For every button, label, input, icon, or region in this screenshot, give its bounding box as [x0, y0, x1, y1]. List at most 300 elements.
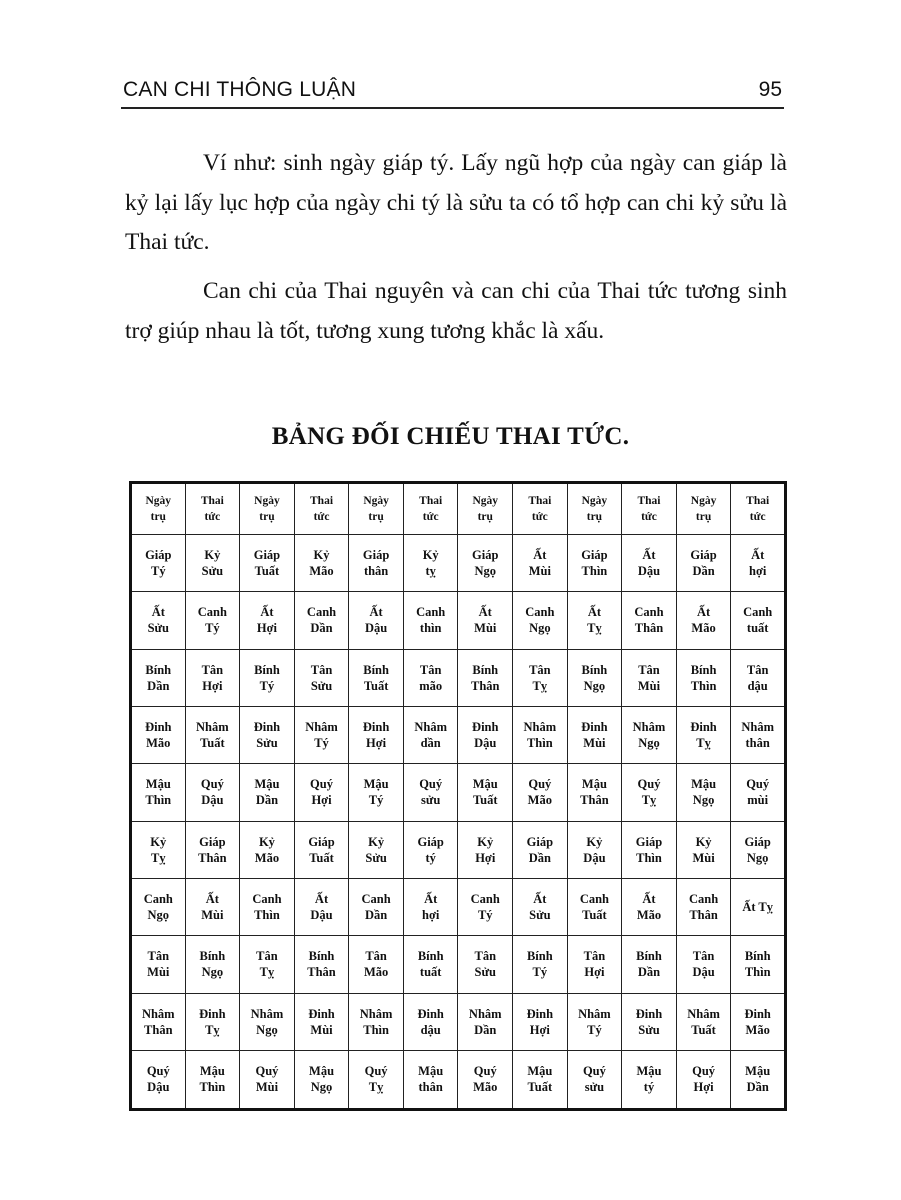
table-cell — [513, 649, 568, 706]
cell-line-chi: Ngọ — [474, 564, 497, 579]
cell-line-chi: Tuất — [363, 678, 389, 693]
cell-line-chi: Dậu — [692, 965, 715, 980]
table-cell — [622, 535, 677, 592]
cell-line-can: Tân — [746, 662, 769, 677]
table-cell — [185, 821, 240, 878]
cell-line-can: Canh — [634, 605, 664, 620]
table-cell — [567, 764, 622, 821]
cell-line-can: Tân — [147, 949, 170, 964]
cell-line-can: Quý — [582, 1064, 606, 1079]
cell-line-can: Đinh — [690, 720, 717, 735]
cell-line-can: Giáp — [472, 548, 499, 563]
cell-line-chi: Ngọ — [583, 678, 606, 693]
table-row — [131, 649, 786, 706]
cell-line-can: Tân — [419, 662, 442, 677]
table-cell — [676, 535, 731, 592]
cell-line-chi: Dần — [528, 850, 551, 865]
cell-line-can: Bính — [254, 662, 280, 677]
cell-line-chi: Tỵ — [587, 621, 602, 636]
cell-line-chi: Ngọ — [310, 1080, 333, 1095]
table-cell — [131, 1050, 186, 1109]
cell-line-can: Quý — [746, 777, 770, 792]
cell-line-can: Giáp — [417, 834, 444, 849]
table-cell — [294, 1050, 349, 1109]
table-cell — [185, 764, 240, 821]
cell-line-can: Tân — [583, 949, 606, 964]
table-row — [131, 706, 786, 763]
cell-line-chi: Mùi — [583, 736, 606, 751]
cell-line-can: Tân — [310, 662, 333, 677]
cell-line-can: Đinh — [581, 720, 608, 735]
cell-line-can: Tân — [638, 662, 660, 677]
cell-line-can: Đinh — [635, 1006, 663, 1021]
cell-line-can: Mậu — [254, 777, 280, 792]
cell-line-chi: Thìn — [690, 678, 717, 693]
cell-line-chi: Thân — [634, 621, 664, 636]
cell-line-can: Bính — [308, 949, 335, 964]
table-cell — [731, 821, 786, 878]
paragraph-1 — [125, 144, 787, 263]
cell-line-can: Ất — [205, 892, 219, 907]
table-cell — [731, 936, 786, 993]
table-cell — [676, 592, 731, 649]
cell-line-chi: Dần — [692, 564, 715, 579]
cell-line-can: Tân — [692, 949, 715, 964]
cell-line-can: Nhâm — [305, 720, 338, 735]
table-cell — [567, 878, 622, 935]
cell-line-chi: Dần — [364, 908, 388, 923]
cell-line-can: Nhâm — [687, 1006, 720, 1021]
table-cell — [676, 821, 731, 878]
cell-line-chi: Sửu — [310, 678, 333, 693]
table-cell — [294, 592, 349, 649]
cell-line-can: Bính — [145, 662, 172, 677]
cell-line-chi: Thìn — [254, 908, 280, 923]
cell-line-chi: Mão — [636, 908, 662, 923]
cell-line-chi: Dần — [746, 1080, 769, 1095]
cell-line-can: Canh — [143, 892, 173, 907]
cell-line-chi: Tý — [587, 1022, 602, 1037]
cell-line-chi: Mùi — [637, 678, 661, 693]
cell-line-chi: Hợi — [693, 1080, 714, 1095]
table-cell — [622, 878, 677, 935]
paragraph-1-text: Ví như: sinh ngày giáp tý. Lấy ngũ hợp của ngày can giáp là kỷ lại lấy lục hợp của ngày chi tý là sửu ta có tổ hợp can chi kỷ sửu là Thai tức. — [125, 150, 787, 255]
cell-line-can: Bính — [581, 662, 608, 677]
cell-line-chi: Sửu — [474, 965, 496, 980]
cell-line-chi: Dậu — [310, 908, 333, 923]
table-cell — [513, 821, 568, 878]
cell-line-chi: trụ — [477, 511, 493, 523]
table-cell — [622, 764, 677, 821]
cell-line-can: Canh — [416, 605, 446, 620]
table-cell — [294, 706, 349, 763]
table-cell — [403, 1050, 458, 1109]
table-cell — [131, 936, 186, 993]
cell-line-chi: Tý — [259, 678, 275, 693]
cell-line-can: Canh — [579, 892, 609, 907]
table-cell — [240, 936, 295, 993]
table-cell — [622, 649, 677, 706]
paragraph-2-text: Can chi của Thai nguyên và can chi của Thai tức tương sinh trợ giúp nhau là tốt, tương xung tương khắc là xấu. — [125, 278, 787, 344]
cell-line-chi: thân — [745, 736, 770, 751]
cell-line-chi: Tuất — [472, 793, 498, 808]
cell-line-can: Thai — [637, 495, 661, 507]
cell-line-chi: Tỵ — [150, 850, 166, 865]
cell-line-can: Nhâm — [523, 720, 557, 735]
cell-line-chi: Dần — [255, 793, 279, 808]
cell-line-chi: Mão — [146, 736, 171, 751]
cell-line-chi: dậu — [420, 1022, 441, 1037]
table-cell — [622, 993, 677, 1050]
cell-line-can: Kỷ — [422, 548, 439, 563]
cell-line-can: Đinh — [362, 720, 390, 735]
cell-line-chi: Tuất — [691, 1022, 716, 1037]
cell-line-chi: Hợi — [256, 621, 277, 636]
cell-line-can: Thai — [528, 495, 552, 507]
cell-line-chi: Ngọ — [746, 850, 769, 865]
table-cell — [403, 936, 458, 993]
cell-line-can: Ngày — [145, 495, 172, 507]
cell-line-chi: Mùi — [255, 1080, 279, 1095]
table-cell — [240, 649, 295, 706]
cell-line-chi: dậu — [747, 678, 768, 693]
cell-line-chi: Tỵ — [641, 793, 657, 808]
table-cell — [676, 483, 731, 535]
table-title: BẢNG ĐỐI CHIẾU THAI TỨC. — [271, 423, 630, 450]
cell-line-can: Quý — [692, 1064, 716, 1079]
table-cell — [513, 764, 568, 821]
cell-line-chi: tuất — [746, 621, 769, 636]
cell-line-chi: Sửu — [147, 621, 169, 636]
cell-line-chi: Hợi — [475, 850, 496, 865]
cell-line-can: Quý — [310, 777, 333, 792]
table-cell — [185, 878, 240, 935]
table-cell — [403, 535, 458, 592]
cell-line-can: Mậu — [691, 777, 717, 792]
cell-line-can: Đinh — [253, 720, 281, 735]
cell-line-chi: Mão — [745, 1022, 770, 1037]
table-cell — [567, 993, 622, 1050]
cell-line-chi: tức — [313, 511, 330, 523]
cell-line-chi: Sửu — [638, 1022, 660, 1037]
cell-line-chi: Tỵ — [532, 678, 548, 693]
table-cell — [458, 764, 513, 821]
table-cell — [131, 878, 186, 935]
table-cell — [403, 993, 458, 1050]
cell-line-chi: Mùi — [474, 621, 497, 636]
table-cell — [349, 821, 404, 878]
cell-line-can: Mậu — [472, 777, 498, 792]
cell-line-can: Ất — [696, 605, 711, 620]
cell-line-can: Bính — [417, 949, 444, 964]
cell-line-chi: tức — [641, 511, 657, 523]
table-cell — [731, 483, 786, 535]
cell-line-chi: Tuất — [582, 908, 607, 923]
table-cell — [458, 821, 513, 878]
cell-line-can: Mậu — [636, 1064, 662, 1079]
cell-line-can: Canh — [306, 605, 337, 620]
cell-line-can: Bính — [199, 949, 226, 964]
cell-line-can: Canh — [525, 605, 555, 620]
cell-line-chi: Thìn — [636, 850, 662, 865]
table-cell — [458, 993, 513, 1050]
cell-line-can: Giáp — [744, 834, 771, 849]
cell-line-can: Nhâm — [468, 1006, 502, 1021]
table-cell — [240, 821, 295, 878]
table-cell — [185, 936, 240, 993]
cell-line-chi: Ngọ — [201, 965, 224, 980]
cell-line-chi: Tý — [314, 736, 329, 751]
thai-tuc-table — [129, 481, 787, 1111]
cell-line-chi: Thìn — [363, 1022, 389, 1037]
cell-line-can: Kỷ — [258, 834, 275, 849]
cell-line-chi: trụ — [368, 511, 384, 523]
table-cell — [131, 649, 186, 706]
table-cell — [458, 936, 513, 993]
cell-line-can: Kỷ — [150, 834, 167, 849]
cell-line-can: Mậu — [363, 777, 389, 792]
cell-line-chi: Sửu — [256, 736, 278, 751]
table-cell — [185, 483, 240, 535]
table-cell — [294, 649, 349, 706]
cell-line-can: Ất — [424, 892, 438, 907]
cell-line-can: Thai — [746, 495, 770, 507]
table-cell — [513, 592, 568, 649]
cell-line-chi: Dậu — [637, 564, 661, 579]
table-cell — [676, 649, 731, 706]
table-cell — [185, 649, 240, 706]
cell-line-chi: Dậu — [364, 621, 388, 636]
cell-line-chi: Dậu — [147, 1080, 170, 1095]
cell-line-can: Canh — [688, 892, 719, 907]
cell-line-chi: Mùi — [528, 564, 551, 579]
cell-line-can: Đinh — [526, 1006, 554, 1021]
table-cell — [240, 592, 295, 649]
cell-line-can: Mậu — [745, 1064, 771, 1079]
table-cell — [294, 821, 349, 878]
cell-line-can: Giáp — [362, 548, 390, 563]
cell-line-can: Nhâm — [414, 720, 447, 735]
cell-line-can: Quý — [364, 1064, 388, 1079]
cell-line-can: Ngày — [254, 495, 280, 507]
cell-line-can: Canh — [361, 892, 391, 907]
cell-line-chi: Thìn — [526, 736, 553, 751]
cell-line-can: Nhâm — [741, 720, 774, 735]
table-cell — [731, 706, 786, 763]
table-cell — [458, 706, 513, 763]
cell-line-can: Thai — [419, 495, 443, 507]
cell-line-chi: mùi — [747, 793, 769, 808]
table-cell — [513, 535, 568, 592]
cell-line-can: Bính — [472, 662, 499, 677]
cell-line-can: Ất — [642, 892, 656, 907]
cell-line-can: Kỷ — [368, 834, 385, 849]
cell-line-chi: Mùi — [201, 908, 224, 923]
table-cell — [185, 535, 240, 592]
cell-line-can: Bính — [363, 662, 389, 677]
cell-line-can: Tân — [529, 662, 551, 677]
cell-line-chi: Ngọ — [256, 1022, 278, 1037]
cell-line-can: Giáp — [581, 548, 608, 563]
cell-line-chi: Ngọ — [692, 793, 715, 808]
cell-line-chi: Tuất — [254, 564, 280, 579]
cell-line-chi: tức — [204, 511, 221, 523]
table-cell — [403, 483, 458, 535]
table-row — [131, 936, 786, 993]
cell-line-chi: Sửu — [365, 850, 387, 865]
table-cell — [622, 1050, 677, 1109]
cell-line-can: Canh — [743, 605, 773, 620]
table-cell — [240, 878, 295, 935]
cell-line-chi: tý — [425, 850, 436, 865]
cell-line-chi: Mùi — [147, 965, 170, 980]
cell-line-chi: Tý — [205, 621, 220, 636]
table-cell — [567, 1050, 622, 1109]
cell-line-can: Giáp — [308, 834, 335, 849]
table-cell — [349, 483, 404, 535]
table-cell — [240, 535, 295, 592]
table-cell — [349, 1050, 404, 1109]
table-cell — [131, 993, 186, 1050]
cell-line-can: Canh — [197, 605, 227, 620]
table-cell — [567, 706, 622, 763]
cell-line-can: Đinh — [744, 1006, 771, 1021]
cell-line-chi: Mão — [363, 965, 389, 980]
cell-line-chi: tý — [643, 1080, 655, 1095]
cell-line-can: Ất — [587, 605, 602, 620]
table-cell — [513, 706, 568, 763]
cell-line-can: Nhâm — [196, 720, 229, 735]
cell-line-can: Mậu — [418, 1064, 444, 1079]
running-header — [121, 76, 784, 106]
cell-line-can: Nhâm — [359, 1006, 393, 1021]
table-cell — [240, 993, 295, 1050]
table-cell — [240, 483, 295, 535]
cell-line-chi: Mùi — [692, 850, 715, 865]
table-cell — [294, 483, 349, 535]
cell-line-can: Nhâm — [578, 1006, 611, 1021]
table-cell — [513, 483, 568, 535]
cell-line-can: Giáp — [145, 548, 172, 563]
cell-line-chi: Sửu — [529, 908, 551, 923]
cell-line-chi: tức — [422, 511, 439, 523]
cell-line-chi: Sửu — [201, 564, 224, 579]
table-cell — [131, 706, 186, 763]
cell-line-can: Giáp — [690, 548, 717, 563]
cell-line-can: Ất — [751, 548, 765, 563]
cell-line-can: Giáp — [635, 834, 663, 849]
table-cell — [185, 1050, 240, 1109]
table-cell — [622, 821, 677, 878]
page-number: 95 — [758, 78, 782, 101]
cell-line-can: Giáp — [253, 548, 281, 563]
cell-line-can: Tân — [256, 949, 278, 964]
table-header-row — [131, 483, 786, 535]
table-cell — [349, 878, 404, 935]
table-cell — [185, 993, 240, 1050]
table-cell — [513, 993, 568, 1050]
cell-line-chi: Dậu — [583, 850, 606, 865]
cell-line-chi: tỵ — [425, 564, 436, 579]
table-row — [131, 821, 786, 878]
cell-line-chi: Hợi — [529, 1022, 550, 1037]
cell-line-can: Ngày — [363, 495, 389, 507]
cell-line-can: Quý — [255, 1064, 279, 1079]
cell-line-can: Mậu — [581, 777, 607, 792]
cell-line-chi: Thìn — [744, 965, 771, 980]
table-row — [131, 878, 786, 935]
table-cell — [458, 649, 513, 706]
table-cell — [131, 764, 186, 821]
cell-line-chi: Tỵ — [205, 1022, 220, 1037]
cell-line-chi: Thân — [144, 1022, 173, 1037]
cell-line-chi: Mùi — [310, 1022, 333, 1037]
table-cell — [349, 993, 404, 1050]
cell-line-can: Mậu — [199, 1064, 225, 1079]
cell-line-chi: Hợi — [584, 965, 605, 980]
cell-line-chi: Tý — [150, 564, 166, 579]
cell-line-can: Mậu — [309, 1064, 335, 1079]
cell-line-chi: Ngọ — [638, 736, 660, 751]
table-cell — [349, 592, 404, 649]
table-cell — [403, 706, 458, 763]
cell-line-chi: trụ — [150, 511, 166, 523]
table-cell — [731, 649, 786, 706]
table-cell — [676, 993, 731, 1050]
cell-line-chi: Dần — [147, 678, 170, 693]
table-cell — [458, 483, 513, 535]
table-cell — [513, 1050, 568, 1109]
cell-line-can: Tân — [365, 949, 387, 964]
table-cell — [513, 878, 568, 935]
table-cell — [567, 821, 622, 878]
cell-line-chi: Thân — [198, 850, 227, 865]
cell-line-can: Mậu — [145, 777, 171, 792]
cell-line-can: Ngày — [581, 495, 608, 507]
table-cell — [731, 535, 786, 592]
cell-line-chi: Hợi — [366, 736, 387, 751]
cell-line-can: Bính — [526, 949, 553, 964]
cell-line-chi: Tý — [368, 793, 384, 808]
table-cell — [185, 592, 240, 649]
cell-line-can: Kỷ — [313, 548, 330, 563]
table-cell — [567, 592, 622, 649]
table-cell — [403, 878, 458, 935]
cell-line-chi: Mão — [309, 564, 334, 579]
cell-line-chi: tức — [749, 511, 766, 523]
table-cell — [240, 1050, 295, 1109]
table-cell — [458, 1050, 513, 1109]
cell-line-can: Nhâm — [250, 1006, 284, 1021]
table-cell — [567, 649, 622, 706]
cell-line-chi: sửu — [421, 793, 441, 808]
cell-line-chi: thìn — [419, 621, 442, 636]
table-cell — [403, 821, 458, 878]
table-cell — [349, 706, 404, 763]
table-row — [131, 993, 786, 1050]
table-row — [131, 592, 786, 649]
table-cell — [731, 764, 786, 821]
cell-line-chi: sửu — [584, 1080, 605, 1095]
table-cell — [349, 649, 404, 706]
cell-line-can: Quý — [528, 777, 552, 792]
cell-line-chi: mão — [419, 678, 443, 693]
cell-line-can: Ất — [478, 605, 492, 620]
cell-line-chi: Dần — [310, 621, 333, 636]
cell-line-can: Quý — [419, 777, 443, 792]
table-cell — [349, 764, 404, 821]
table-cell — [458, 535, 513, 592]
